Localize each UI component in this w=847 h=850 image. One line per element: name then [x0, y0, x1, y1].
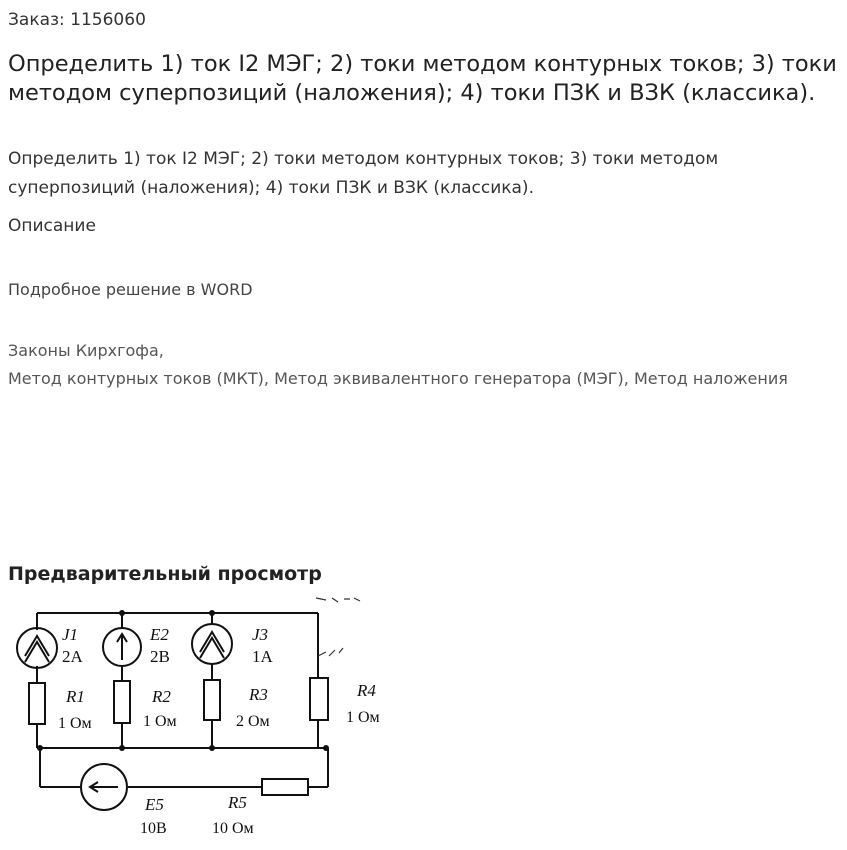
r1-value: 1 Ом: [58, 715, 92, 732]
r1-resistor: [29, 683, 45, 724]
j3-source: [192, 624, 232, 664]
r5-resistor: [262, 779, 308, 795]
r4-resistor: [310, 678, 328, 720]
j3-value: 1A: [252, 647, 273, 666]
r5-name: R5: [228, 793, 247, 812]
methods-list: [8, 337, 838, 393]
e2-name: E2: [150, 625, 169, 644]
j1-name: J1: [62, 625, 79, 644]
preview-heading: Предварительный просмотр: [8, 563, 322, 585]
e5-value: 10B: [140, 820, 167, 837]
r2-value: 1 Ом: [143, 713, 177, 730]
order-number: Заказ: 1156060: [8, 10, 146, 30]
methods-line-techniques: Метод контурных токов (МКТ), Метод эквивалентного генератора (МЭГ), Метод наложения: [8, 369, 788, 388]
circuit-preview-image: [0, 590, 420, 845]
methods-line-kirchhoff: Законы Кирхгофа,: [8, 341, 164, 360]
r5-value: 10 Ом: [212, 820, 254, 837]
r4-name: R4: [357, 681, 376, 700]
word-solution-note: Подробное решение в WORD: [8, 280, 253, 299]
r2-name: R2: [152, 687, 171, 706]
r3-resistor: [204, 680, 220, 720]
e2-value: 2B: [150, 647, 170, 666]
j1-value: 2A: [62, 647, 83, 666]
r1-name: R1: [66, 687, 85, 706]
r3-name: R3: [249, 685, 268, 704]
r4-value: 1 Ом: [346, 709, 380, 726]
r2-resistor: [114, 681, 130, 723]
task-summary: Определить 1) ток I2 МЭГ; 2) токи методом контурных токов; 3) токи методом суперпозиций (наложения); 4) токи ПЗК и ВЗК (классика).: [8, 149, 719, 198]
j1-source: [17, 628, 57, 668]
r3-value: 2 Ом: [236, 713, 270, 730]
description-heading: Описание: [8, 216, 96, 236]
circuit-diagram: [0, 590, 420, 845]
j3-name: J3: [252, 625, 269, 644]
e5-name: E5: [145, 795, 164, 814]
page-title: Определить 1) ток I2 МЭГ; 2) токи методом контурных токов; 3) токи методом суперпозиций (наложения); 4) токи ПЗК и ВЗК (классика).: [8, 51, 837, 106]
